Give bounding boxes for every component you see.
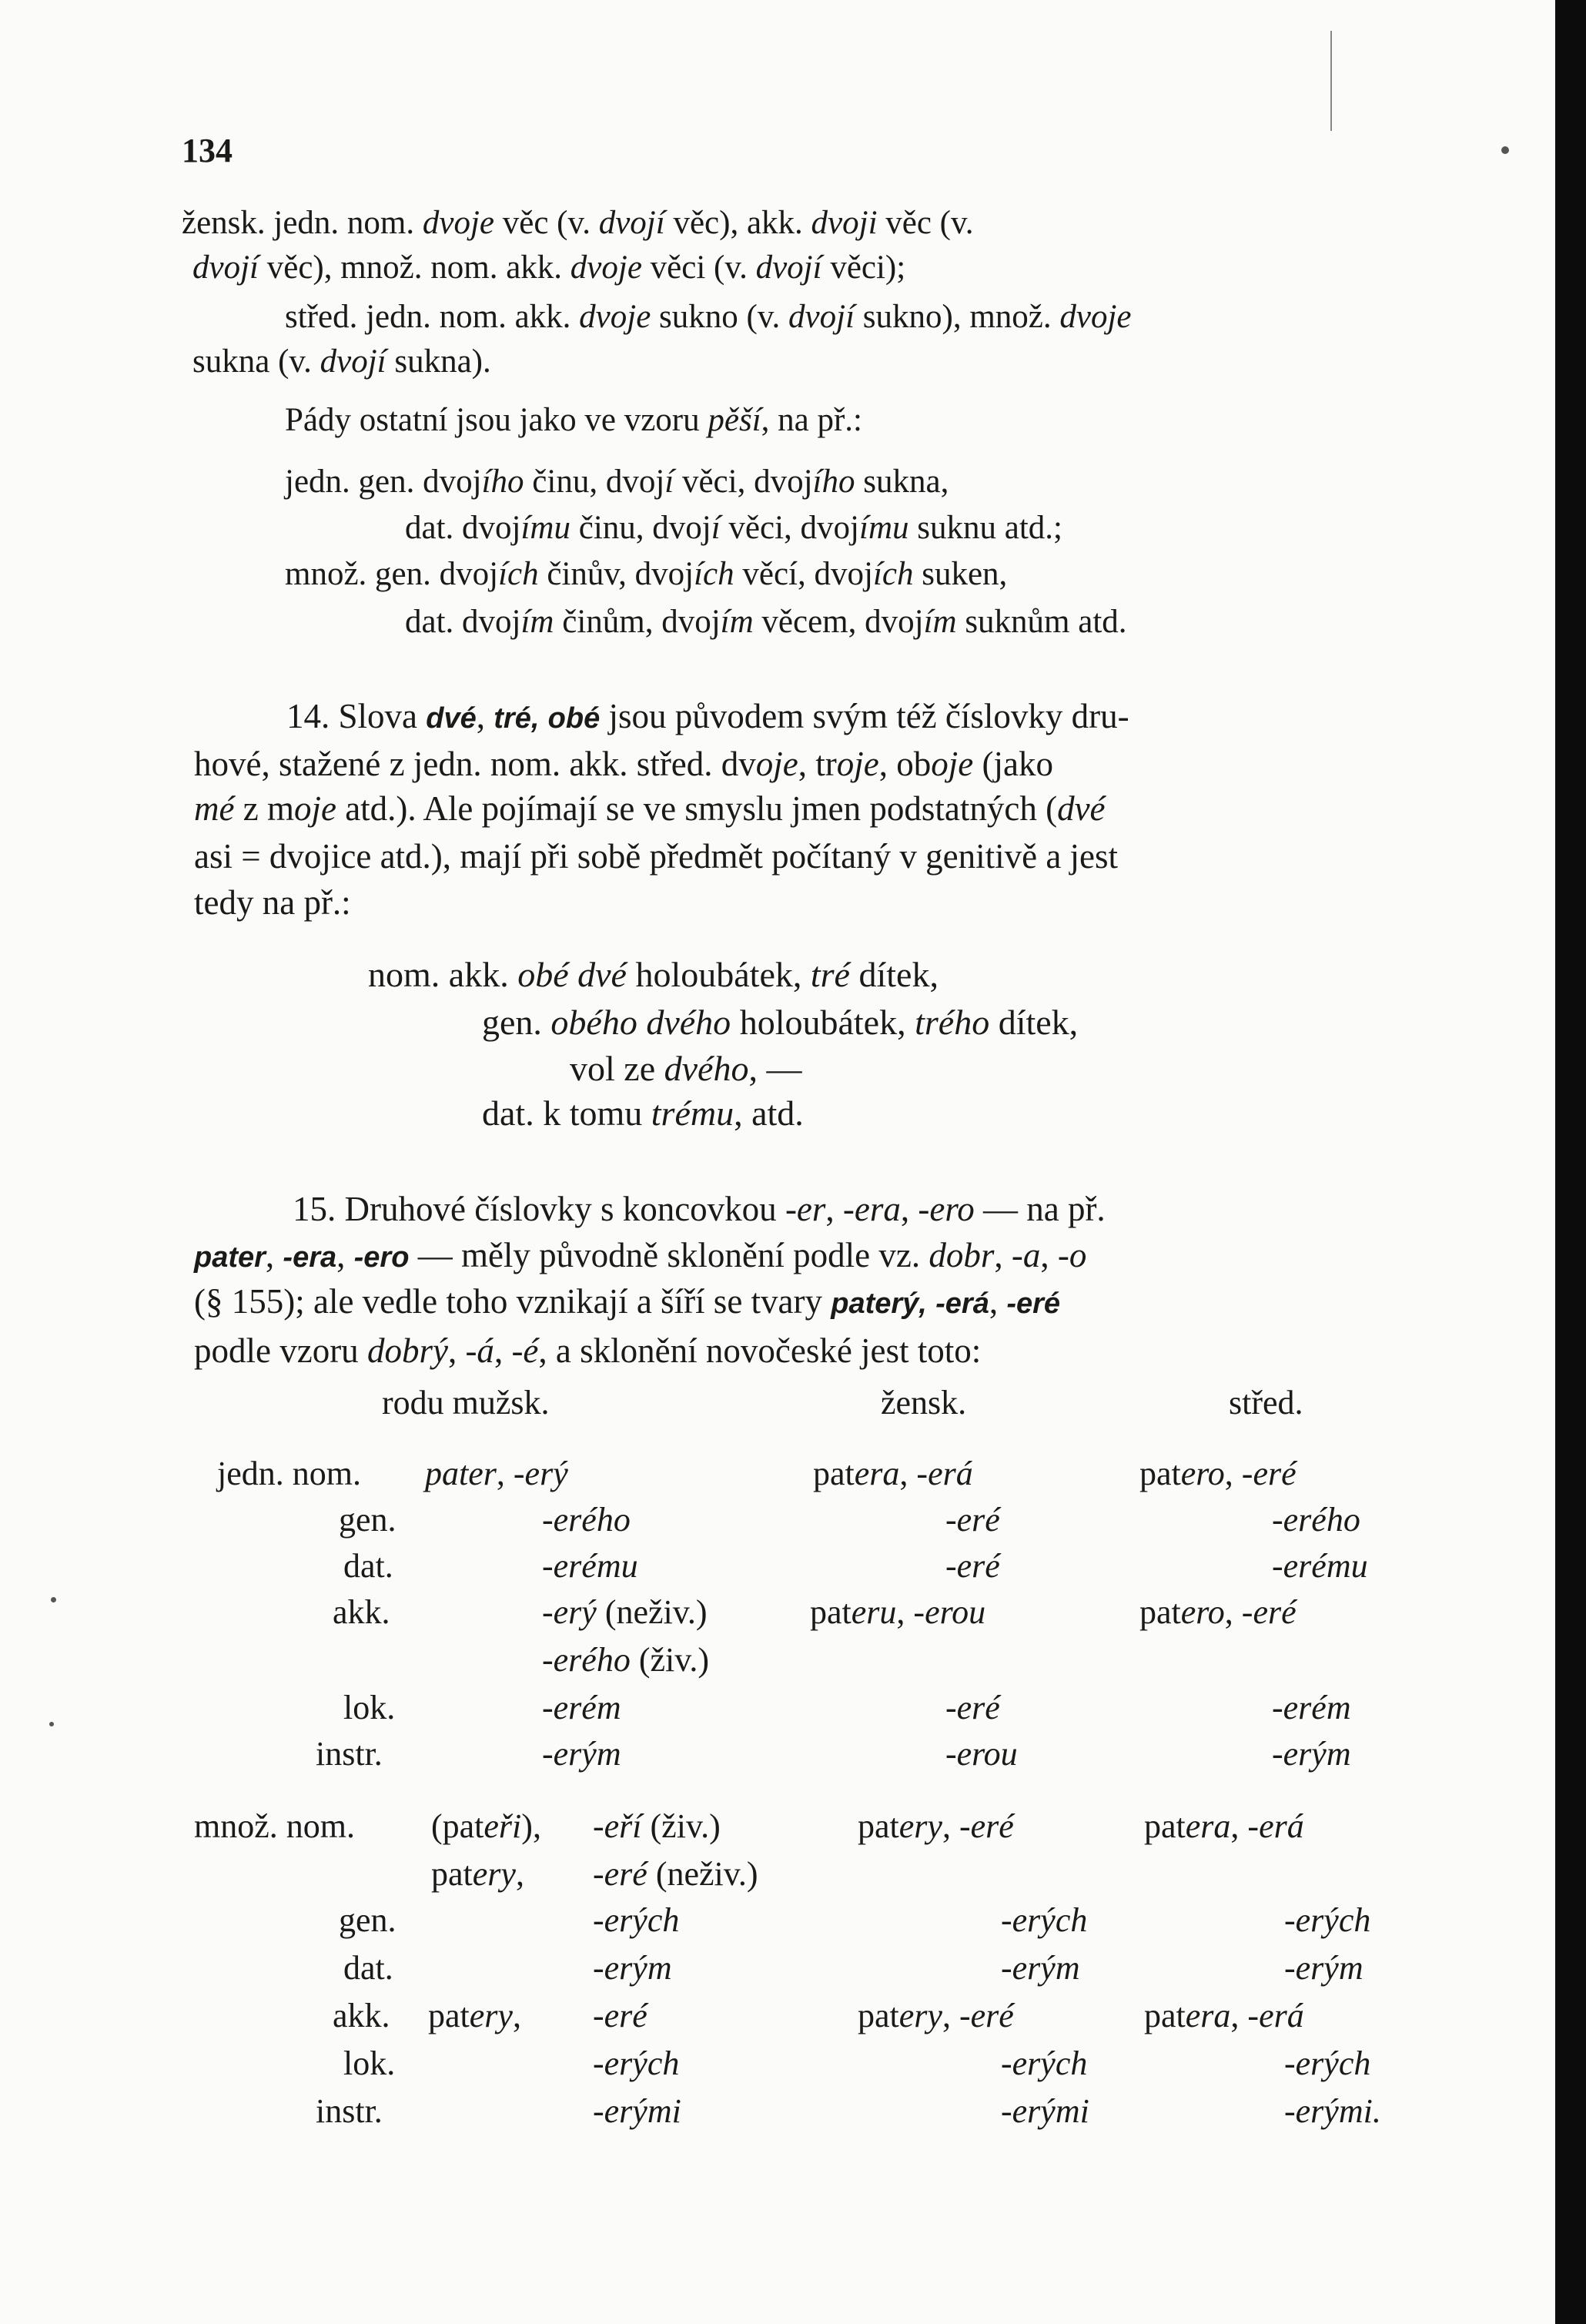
text-run: , atd. [734,1093,804,1133]
bold-term: -era [283,1241,337,1274]
italic-term: era [1185,1807,1231,1845]
text-run: — měly původně sklonění podle vz. [409,1236,929,1274]
example-line [482,1093,804,1134]
bold-term: -ero [353,1241,410,1274]
italic-term: ím [923,604,957,640]
text-run: (pat [431,1807,484,1845]
text-line [405,508,1062,548]
italic-term: oje [836,745,879,783]
text-run: hové, stažené z jedn. nom. akk. střed. dv [194,745,756,783]
masculine-form [593,2044,679,2084]
text-run: , [994,1236,1012,1274]
italic-term: -erému [1272,1547,1368,1585]
italic-term: -erého [542,1641,631,1679]
italic-term: -erým [1284,1949,1363,1987]
masculine-form [431,1854,524,1894]
italic-term: ích [694,556,734,592]
italic-term: eři [483,1807,522,1845]
italic-term: oje [293,789,336,828]
text-run: činův, dvoj [538,556,694,592]
text-run: , [1230,1997,1248,2034]
text-line [285,554,1007,594]
text-run: věci, dvoj [674,464,813,500]
italic-term: -eré [945,1547,1000,1585]
masculine-form [425,1454,568,1494]
column-header-neuter: střed. [1229,1384,1303,1422]
italic-term: -erým [542,1735,621,1773]
italic-term: -erých [593,2044,680,2082]
italic-term: -o [1057,1236,1087,1274]
scan-line [1330,31,1332,131]
text-run: (jako [973,745,1053,783]
case-label [343,1688,395,1728]
text-run: dat. [343,1547,393,1585]
masculine-form [593,1900,679,1941]
feminine-form [945,1734,1018,1774]
italic-term: dvoje [1059,299,1132,335]
italic-term: -erých [1001,2044,1088,2082]
italic-term: -ero [918,1190,975,1228]
section-15-line [293,1189,1106,1229]
text-run: sukno), množ. [855,299,1060,335]
text-run: instr. [316,1735,383,1773]
text-run: (živ.) [630,1641,710,1679]
case-label [194,1807,355,1847]
text-run: gen. [339,1901,396,1939]
text-run: pat [431,1855,473,1893]
text-run: holoubátek, [731,1003,915,1042]
italic-term: -erých [1001,1901,1088,1939]
text-run: gen. [339,1501,396,1539]
text-run: , ob [878,745,932,783]
italic-term: -eré [945,1501,1000,1539]
text-run: věcem, dvoj [753,604,924,640]
masculine-form [593,1948,672,1988]
masculine-form [593,1807,721,1847]
text-run: činu, dvoj [570,510,711,546]
text-run: pat [428,1997,470,2034]
feminine-form [810,1592,985,1632]
italic-term: -erým [593,1949,672,1987]
masculine-form [428,1996,521,2036]
masculine-form [542,1734,621,1774]
text-line [285,400,862,440]
masculine-form [542,1500,631,1540]
masculine-form [542,1688,621,1728]
italic-term: -erými [593,2092,681,2130]
italic-term: -erým [1272,1735,1351,1773]
italic-term: -erá [1247,1807,1304,1845]
case-label [343,1948,393,1988]
italic-term: -eré [1241,1593,1297,1631]
bold-term: dvé [426,702,477,735]
text-run: tedy na př.: [194,883,351,922]
italic-term: -eré [959,1807,1014,1845]
text-run: věc (v. [877,205,974,241]
italic-term: -erou [913,1593,986,1631]
italic-term: ery [898,1997,942,2034]
masculine-form [431,1807,541,1847]
text-run: suknu atd.; [908,510,1062,546]
text-run: dat. dvoj [405,604,521,640]
example-line [482,1003,1078,1043]
text-line [285,297,1132,337]
text-run: , [989,1282,1007,1321]
scan-speck [49,1722,54,1726]
bold-term: paterý, [831,1288,927,1320]
text-run: vol ze [570,1049,664,1088]
text-run: , na př.: [761,402,863,438]
italic-term: -erá [916,1455,973,1492]
bold-term: obé [547,702,601,735]
text-run: (živ.) [641,1807,721,1845]
masculine-form [593,1996,647,2036]
italic-term: -a [1011,1236,1041,1274]
italic-term: dvojí [788,299,855,335]
text-run: atd.). Ale pojímají se ve smyslu jmen podstatných ( [336,789,1058,828]
italic-term: -erý [513,1455,568,1492]
case-label [316,1734,383,1774]
italic-term: -erých [1284,1901,1371,1939]
text-run: pat [810,1593,852,1631]
text-run: množ. nom. [194,1807,355,1845]
text-run: , [265,1236,283,1274]
text-run: 14. Slova [286,697,427,735]
italic-term: -erém [1272,1689,1351,1726]
text-line [285,462,949,502]
case-label [339,1500,396,1540]
text-run: střed. jedn. nom. akk. [285,299,580,335]
section-14-line [194,789,1106,829]
bold-term: pater [194,1241,266,1274]
italic-term: dvoje [579,299,651,335]
italic-term: dvojí [320,343,386,380]
neuter-form [1144,1996,1304,2036]
text-run: dat. k tomu [482,1093,651,1133]
italic-term: í [711,510,721,546]
text-run: věcí, dvoj [734,556,873,592]
text-run: , [336,1236,354,1274]
text-run: pat [1139,1455,1181,1492]
text-run: jedn. gen. dvoj [285,464,482,500]
masculine-form [542,1546,638,1586]
text-run: (neživ.) [647,1855,758,1893]
text-run: gen. [482,1003,551,1042]
text-run: , [494,1331,512,1370]
text-run: , a sklonění novočeské jest toto: [538,1331,982,1370]
italic-term: dobr [929,1236,995,1274]
scan-speck [1501,146,1509,154]
italic-term: era [854,1455,900,1492]
text-run: pat [858,1807,899,1845]
case-label [339,1900,396,1941]
case-label [217,1454,361,1494]
neuter-form [1144,1807,1304,1847]
text-run: podle vzoru [194,1331,367,1370]
text-run: pat [858,1997,899,2034]
italic-term: -erý [542,1593,597,1631]
text-run: 15. Druhové číslovky s koncovkou [293,1190,785,1228]
neuter-form [1272,1688,1351,1728]
case-label [343,2044,395,2084]
italic-term: pater [425,1455,497,1492]
text-run: pat [813,1455,855,1492]
text-run: — na př. [974,1190,1106,1228]
section-15-line [194,1235,1086,1278]
italic-term: í [664,464,674,500]
italic-term: -eré [593,1997,647,2034]
bold-term: -erá [935,1288,989,1320]
italic-term: -erých [593,1901,680,1939]
neuter-form [1272,1546,1368,1586]
section-14-line [286,696,1129,738]
text-run: věci (v. [641,249,756,286]
text-run: asi = dvojice atd.), mají při sobě předmět počítaný v genitivě a jest [194,837,1119,876]
text-run: , [899,1455,917,1492]
text-run: sukna, [855,464,949,500]
italic-term: ích [872,556,914,592]
text-run: sukna (v. [192,343,320,380]
feminine-form [1001,2044,1087,2084]
text-run: lok. [343,1689,396,1726]
bold-term: -eré [1006,1288,1061,1320]
text-run: pat [1144,1997,1186,2034]
feminine-form [858,1807,1014,1847]
italic-term: -era [842,1190,901,1228]
page-edge-shadow [1555,0,1586,2324]
italic-term: -erém [542,1689,621,1726]
italic-term: obé dvé [517,955,627,994]
italic-term: -erých [1284,2044,1371,2082]
text-run: jedn. nom. [217,1455,361,1492]
italic-term: -erého [542,1501,631,1539]
text-run: , [1230,1807,1248,1845]
text-run: suknům atd. [956,604,1127,640]
section-14-line [194,836,1118,876]
italic-term: dvoje [570,249,642,286]
italic-term: dvé [1057,789,1106,828]
feminine-form [945,1688,1000,1728]
italic-term: era [1185,1997,1231,2034]
text-run: , tr [798,745,837,783]
masculine-form [542,1640,709,1680]
text-run: činům, dvoj [554,604,721,640]
text-run: , [496,1455,514,1492]
text-run [927,1282,935,1321]
text-run: , [1040,1236,1058,1274]
italic-term: obého dvého [550,1003,731,1042]
italic-term: ích [498,556,539,592]
text-run: z m [234,789,294,828]
neuter-form [1284,1948,1363,1988]
case-label [316,2091,383,2131]
text-run: nom. akk. [368,955,518,994]
masculine-form [593,2091,681,2131]
feminine-form [813,1454,973,1494]
italic-term: ery [469,1997,513,2034]
text-run: , — [748,1049,802,1088]
italic-term: oje [931,745,974,783]
italic-term: dobrý [366,1331,448,1370]
text-run: , [512,1997,521,2034]
italic-term: trého [915,1003,990,1042]
italic-term: -erou [945,1735,1018,1773]
italic-term: ero [1180,1593,1225,1631]
text-run: množ. gen. dvoj [285,556,499,592]
italic-term: eru [851,1593,897,1631]
italic-term: dvojí [192,249,259,286]
column-header-masculine: rodu mužsk. [382,1384,550,1422]
masculine-form [542,1592,708,1632]
text-line [182,203,973,243]
text-line [192,342,491,382]
italic-term: ího [812,464,855,500]
italic-term: dvoji [811,205,878,241]
italic-term: -á [465,1331,494,1370]
text-run: , [942,1807,959,1845]
text-run: (neživ.) [596,1593,708,1631]
italic-term: ím [520,604,554,640]
text-run: suken, [913,556,1008,592]
text-run: (§ 155); ale vedle toho vznikají a šíří se tvary [194,1282,831,1321]
text-run: , [900,1190,918,1228]
italic-term: dvojí [598,205,665,241]
text-run [539,697,547,735]
case-label [333,1592,390,1632]
feminine-form [945,1500,1000,1540]
text-run: lok. [343,2044,396,2082]
italic-term: -eré [593,1855,647,1893]
neuter-form [1272,1734,1351,1774]
text-run: , [825,1190,843,1228]
text-run: instr. [316,2092,383,2130]
italic-term: tré [810,955,850,994]
italic-term: -erými [1001,2092,1089,2130]
text-run: činu, dvoj [524,464,665,500]
text-run: věc), množ. nom. akk. [258,249,570,286]
italic-term: ery [472,1855,516,1893]
text-run: dítek, [849,955,939,994]
feminine-form [1001,1948,1080,1988]
italic-term: -erým [1001,1949,1080,1987]
text-run: pat [1144,1807,1186,1845]
text-run: věc (v. [494,205,599,241]
italic-term: -eré [1241,1455,1297,1492]
italic-term: ím [720,604,754,640]
italic-term: trému [651,1093,734,1133]
scan-speck [51,1597,56,1602]
text-run: akk. [333,1997,390,2034]
text-line [405,602,1127,642]
neuter-form [1284,2044,1370,2084]
italic-term: ero [1180,1455,1225,1492]
text-run: dítek, [989,1003,1079,1042]
italic-term: -erá [1247,1997,1304,2034]
section-15-line [194,1331,981,1371]
text-run: žensk. jedn. nom. [182,205,423,241]
italic-term: dvého [664,1049,749,1088]
feminine-form [1001,1900,1087,1941]
italic-term: -erého [1272,1501,1360,1539]
feminine-form [1001,2091,1089,2131]
italic-term: ery [898,1807,942,1845]
italic-term: -eré [959,1997,1014,2034]
case-label [333,1996,390,2036]
text-run: , [1224,1455,1242,1492]
neuter-form [1139,1592,1297,1632]
italic-term: ího [481,464,524,500]
section-14-line [194,744,1053,784]
example-line [570,1049,801,1089]
text-run: , [447,1331,466,1370]
italic-term: -erými. [1284,2092,1381,2130]
text-run: , [942,1997,959,2034]
case-label [343,1546,393,1586]
neuter-form [1284,2091,1381,2131]
text-run: věc), akk. [664,205,811,241]
text-run: věci); [821,249,906,286]
text-run: holoubátek, [626,955,811,994]
italic-term: -er [785,1190,826,1228]
masculine-form [593,1854,758,1894]
italic-term: oje [755,745,798,783]
italic-term: ímu [520,510,570,546]
neuter-form [1139,1454,1297,1494]
text-run: , [1224,1593,1242,1631]
text-run: ), [521,1807,541,1845]
text-run: , [515,1855,524,1893]
italic-term: dvoje [422,205,495,241]
column-header-feminine: žensk. [881,1384,967,1422]
text-run: , [896,1593,914,1631]
italic-term: -erému [542,1547,638,1585]
italic-term: ímu [859,510,909,546]
example-line [368,955,939,995]
italic-term: dvojí [755,249,822,286]
italic-term: -é [511,1331,539,1370]
neuter-form [1272,1500,1360,1540]
italic-term: -eré [945,1689,1000,1726]
text-run: pat [1139,1593,1181,1631]
bold-term: tré, [494,702,540,735]
text-run: sukno (v. [651,299,789,335]
italic-term: -eří [593,1807,642,1845]
text-run: Pády ostatní jsou jako ve vzoru [285,402,708,438]
page-number: 134 [182,132,233,169]
text-run: dat. dvoj [405,510,521,546]
text-run: dat. [343,1949,393,1987]
neuter-form [1284,1900,1370,1941]
feminine-form [945,1546,1000,1586]
text-run: akk. [333,1593,390,1631]
text-run: , [476,697,494,735]
text-run: sukna). [386,343,491,380]
feminine-form [858,1996,1014,2036]
text-line [192,248,905,288]
section-15-line [194,1281,1060,1324]
italic-term: pěší [708,402,761,438]
text-run: jsou původem svým též číslovky dru- [600,697,1129,735]
italic-term: mé [194,789,235,828]
section-14-line [194,882,351,923]
text-run: věci, dvoj [720,510,859,546]
